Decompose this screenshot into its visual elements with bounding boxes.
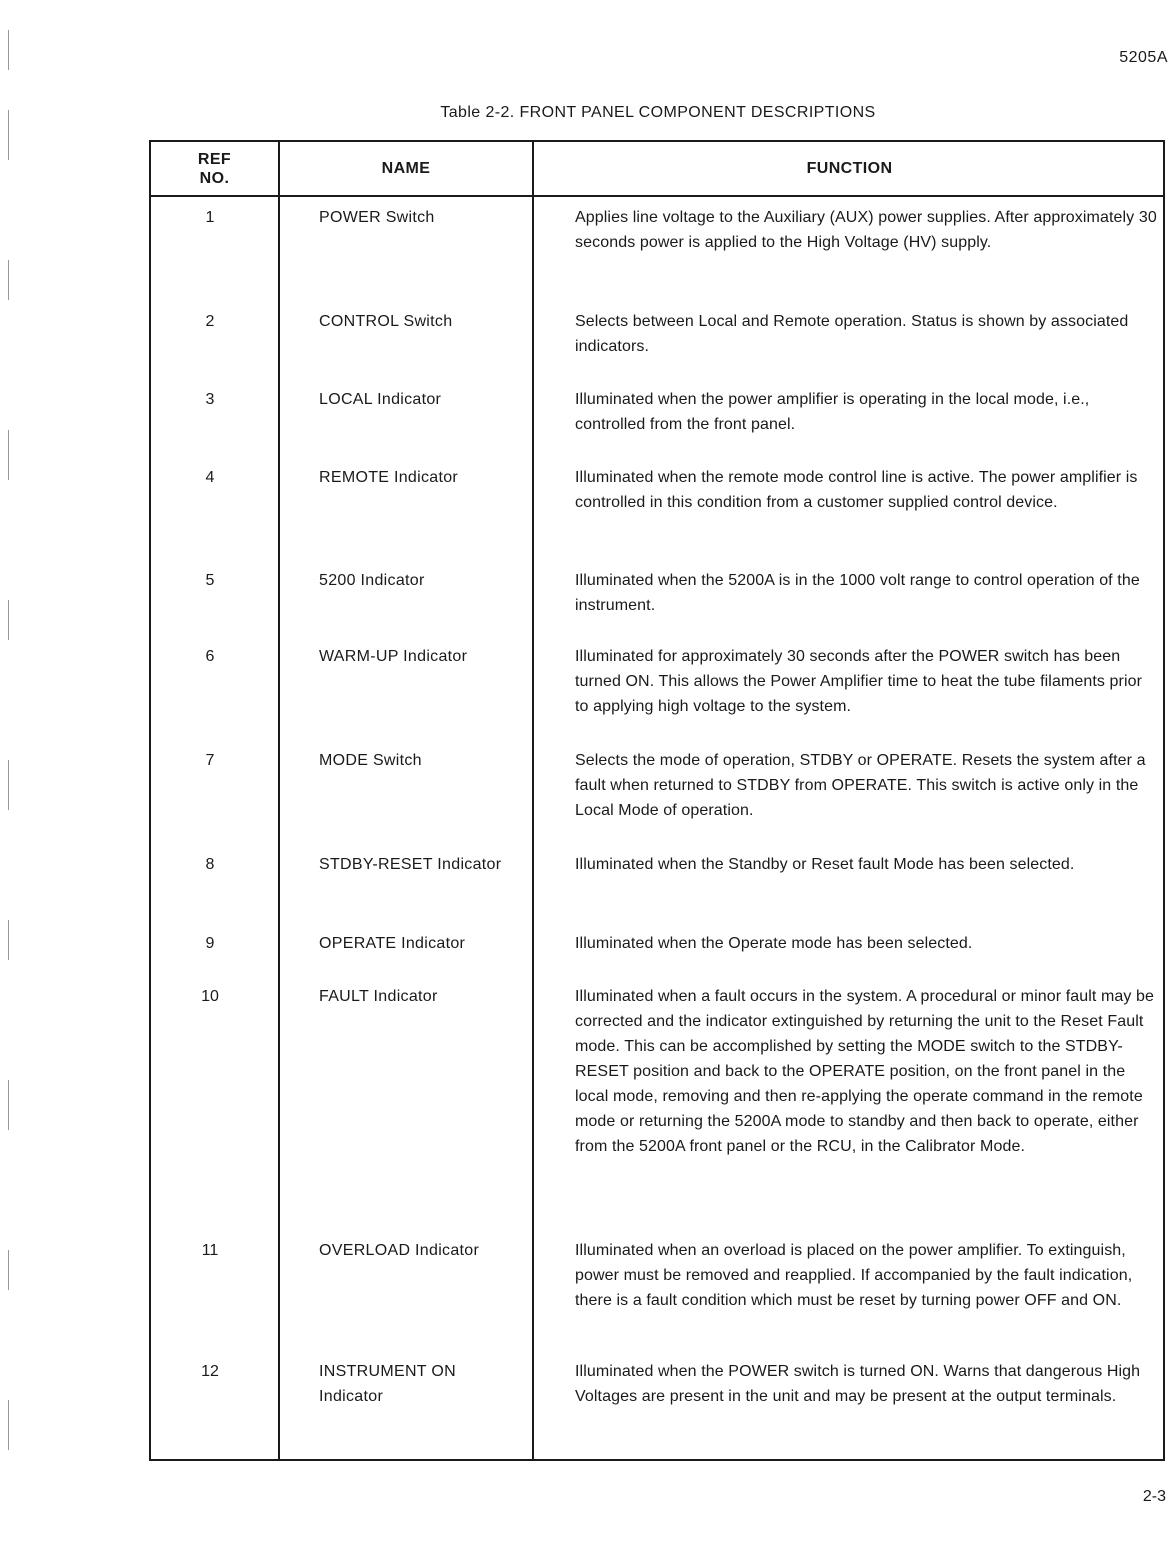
component-name: FAULT Indicator bbox=[319, 988, 438, 1005]
component-function: Illuminated when the Operate mode has been selected. bbox=[575, 935, 973, 952]
ref-number: 4 bbox=[205, 469, 215, 486]
ref-number: 8 bbox=[205, 856, 215, 873]
component-name: INSTRUMENT ON Indicator bbox=[319, 1363, 456, 1405]
ref-number: 3 bbox=[205, 391, 215, 408]
column-header-ref-line: NO. bbox=[199, 169, 230, 187]
component-name: LOCAL Indicator bbox=[319, 391, 442, 408]
ref-number: 12 bbox=[201, 1363, 219, 1380]
ref-number: 10 bbox=[201, 988, 219, 1005]
ref-number: 6 bbox=[205, 648, 215, 665]
scan-edge-marks bbox=[8, 0, 12, 1544]
component-name: CONTROL Switch bbox=[319, 313, 453, 330]
page-number: 2-3 bbox=[1142, 1488, 1166, 1505]
component-function: Illuminated when the Standby or Reset fault Mode has been selected. bbox=[575, 856, 1075, 873]
component-name: 5200 Indicator bbox=[319, 572, 425, 589]
ref-number: 2 bbox=[205, 313, 215, 330]
component-function: Selects between Local and Remote operation. Status is shown by associated indicators. bbox=[575, 313, 1129, 355]
component-name: POWER Switch bbox=[319, 209, 435, 226]
scan-mark bbox=[8, 600, 9, 640]
scan-mark bbox=[8, 1080, 9, 1130]
component-name: MODE Switch bbox=[319, 752, 422, 769]
scan-mark bbox=[8, 110, 9, 160]
component-name: OVERLOAD Indicator bbox=[319, 1242, 480, 1259]
ref-number: 9 bbox=[205, 935, 215, 952]
component-name: OPERATE Indicator bbox=[319, 935, 466, 952]
column-divider bbox=[278, 142, 280, 1459]
scan-mark bbox=[8, 1400, 9, 1450]
component-table bbox=[149, 140, 1165, 1461]
ref-number: 11 bbox=[201, 1242, 219, 1259]
scan-mark bbox=[8, 30, 9, 70]
component-function: Applies line voltage to the Auxiliary (AUX) power supplies. After approximately 30 seconds power is applied to the High Voltage (HV) supply. bbox=[575, 209, 1157, 251]
document-id: 5205A bbox=[1119, 49, 1168, 66]
component-name: WARM-UP Indicator bbox=[319, 648, 468, 665]
table-title: Table 2-2. FRONT PANEL COMPONENT DESCRIPTIONS bbox=[440, 104, 876, 121]
ref-number: 7 bbox=[205, 752, 215, 769]
header-divider bbox=[151, 195, 1163, 197]
component-function: Illuminated when a fault occurs in the system. A procedural or minor fault may be corrected and the indicator extinguished by returning the unit to the Reset Fault mode. This can be accomplished by setting the MODE switch to the STDBY-RESET position and back to the OPERATE position, on the front panel in the local mode, removing and then re-applying the operate command in the remote mode or returning the 5200A mode to standby and then back to operate, either from the 5200A front panel or the RCU, in the Calibrator Mode. bbox=[575, 988, 1155, 1155]
ref-number: 1 bbox=[205, 209, 215, 226]
ref-number: 5 bbox=[205, 572, 215, 589]
component-function: Illuminated for approximately 30 seconds after the POWER switch has been turned ON. This allows the Power Amplifier time to heat the tube filaments prior to applying high voltage to the system. bbox=[575, 648, 1143, 715]
component-function: Illuminated when the 5200A is in the 1000 volt range to control operation of the instrument. bbox=[575, 572, 1140, 614]
component-function: Selects the mode of operation, STDBY or OPERATE. Resets the system after a fault when returned to STDBY from OPERATE. This switch is active only in the Local Mode of operation. bbox=[575, 752, 1146, 819]
column-header-ref-no bbox=[151, 142, 278, 195]
component-name: REMOTE Indicator bbox=[319, 469, 459, 486]
scan-mark bbox=[8, 760, 9, 810]
column-header-name: NAME bbox=[381, 160, 431, 177]
component-function: Illuminated when an overload is placed on the power amplifier. To extinguish, power must be removed and reapplied. If accompanied by the fault indication, there is a fault condition which must be reset by turning power OFF and ON. bbox=[575, 1242, 1133, 1309]
component-function: Illuminated when the remote mode control line is active. The power amplifier is controlled in this condition from a customer supplied control device. bbox=[575, 469, 1138, 511]
component-function: Illuminated when the power amplifier is operating in the local mode, i.e., controlled from the front panel. bbox=[575, 391, 1090, 433]
scan-mark bbox=[8, 920, 9, 960]
component-function: Illuminated when the POWER switch is turned ON. Warns that dangerous High Voltages are present in the unit and may be present at the output terminals. bbox=[575, 1363, 1141, 1405]
component-name: STDBY-RESET Indicator bbox=[319, 856, 502, 873]
column-header-ref-line: REF bbox=[197, 150, 232, 168]
scan-mark bbox=[8, 1250, 9, 1290]
column-divider bbox=[532, 142, 534, 1459]
column-header-function: FUNCTION bbox=[806, 160, 893, 177]
scan-mark bbox=[8, 430, 9, 480]
scan-mark bbox=[8, 260, 9, 300]
